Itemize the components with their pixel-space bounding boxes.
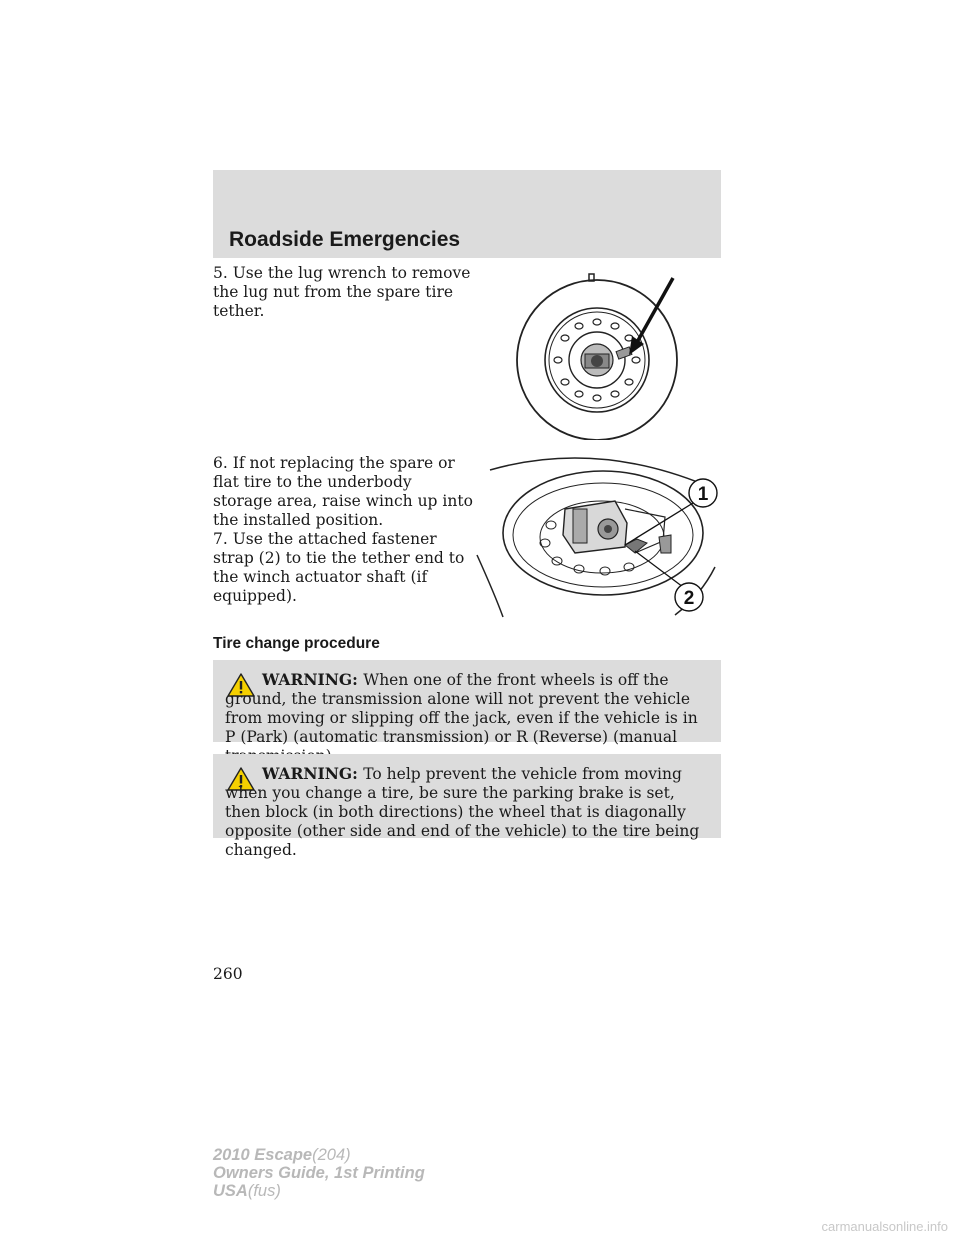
section-heading: Tire change procedure bbox=[213, 635, 380, 652]
tire-well-illustration bbox=[475, 445, 725, 620]
footer-market-code: (fus) bbox=[247, 1182, 281, 1200]
warning-text bbox=[225, 670, 713, 766]
callout-1-label: 1 bbox=[697, 484, 709, 505]
page-number: 260 bbox=[213, 965, 243, 983]
warning-body: To help prevent the vehicle from moving when you change a tire, be sure the parking brake is set, then block (in both directions) the wheel that is diagonally opposite (other side and end of the vehicle) to the tire being changed. bbox=[225, 765, 700, 859]
footer-printing: Owners Guide, 1st Printing bbox=[213, 1164, 425, 1182]
watermark: carmanualsonline.info bbox=[821, 1219, 948, 1234]
step-6-text: 6. If not replacing the spare or flat tire to the underbody storage area, raise winch up into the installed position. bbox=[213, 454, 473, 529]
footer-market: USA bbox=[213, 1182, 248, 1200]
callout-2-label: 2 bbox=[683, 588, 695, 609]
warning-body: When one of the front wheels is off the ground, the transmission alone will not prevent the vehicle from moving or slipping off the jack, even if the vehicle is in P (Park) (automatic transmission) or R (Reverse) (manual bbox=[225, 671, 698, 746]
warning-text bbox=[225, 764, 713, 860]
page-title: Roadside Emergencies bbox=[229, 228, 461, 251]
warning-box bbox=[213, 754, 721, 859]
warning-lead: WARNING: bbox=[262, 670, 364, 689]
footer-model-code: (204) bbox=[312, 1146, 351, 1164]
document-footer bbox=[213, 1146, 425, 1200]
step-5-text: 5. Use the lug wrench to remove the lug nut from the spare tire tether. bbox=[213, 264, 471, 320]
spare-tire-illustration bbox=[505, 262, 695, 440]
step-7-text: 7. Use the attached fastener strap (2) to tie the tether end to the winch actuator shaft (if equipped). bbox=[213, 530, 465, 605]
footer-model: 2010 Escape bbox=[213, 1146, 313, 1164]
warning-lead: WARNING: bbox=[262, 764, 364, 783]
warning-box bbox=[213, 660, 721, 746]
